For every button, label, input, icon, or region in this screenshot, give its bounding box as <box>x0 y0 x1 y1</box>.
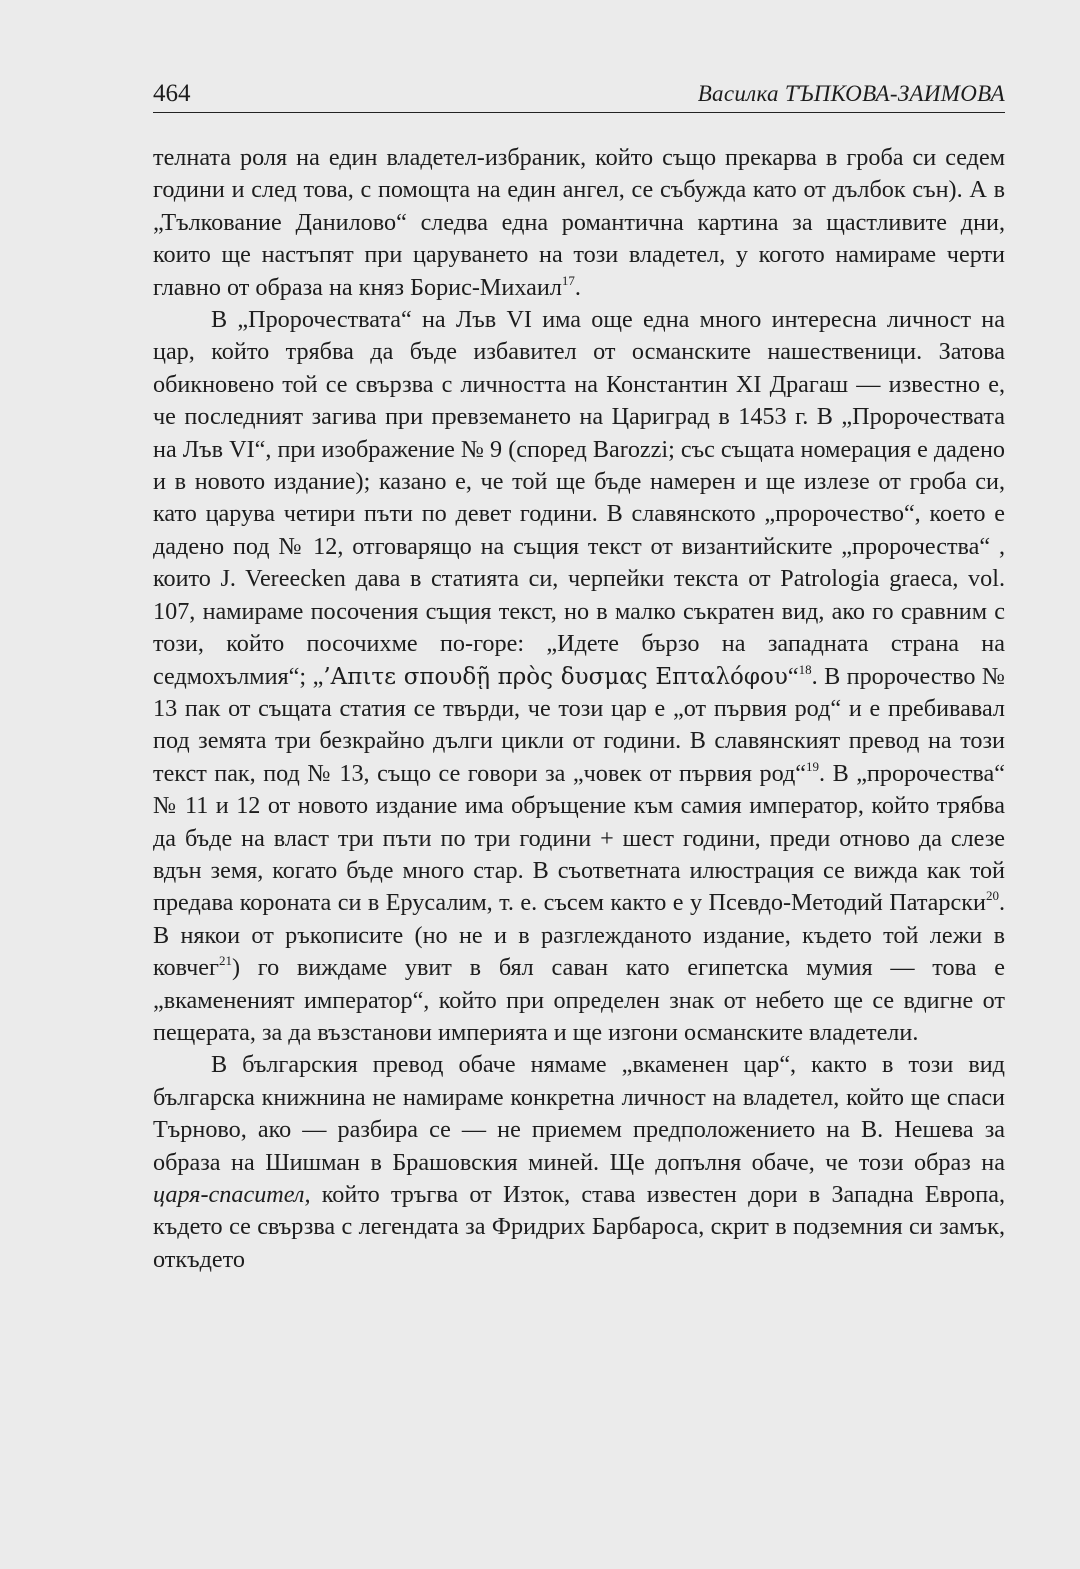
footnote-ref: 18 <box>798 661 812 677</box>
paragraph-2: В „Пророчествата“ на Лъв VI има още една много интересна личност на цар, който трябва да бъде избавител от османските нашественици. Затова обикновено той се свързва с личността на Константин XI Драгаш — известно е, че последният загива при превземането на Цариград в 1453 г. В „Пророчествата на Лъв VI“, при изображение № 9 (според Barozzi; със същата номерация е дадено и в новото издание); казано е, че той ще бъде намерен и ще излезе от гроба си, като царува четири пъти по девет години. В славянското „пророчество“, което е дадено под № 12, отговарящо на същия текст от византийските „пророчества“ , които J. Vereecken дава в статията си, черпейки текста от Patrologia graeca, vol. 107, намираме посочения същия текст, но в малко съкратен вид, ако го сравним с този, който посочихме по-горе: „Идете бързо на западната страна на седмохълмия“; „’Απιτε σπουδῇ πρὸς δυσμας Επταλόφου“$^{18}$. В пророчество № 13 пак от същата статия се твърди, че този цар е „от първия род“ и е пребивавал под земята три безкрайно дълги цикли от години. В славянският превод на този текст пак, под № 13, също се говори за „човек от първия род“$^{19}$. В „пророчества“ № 11 и 12 от новото издание има обръщение към самия император, който трябва да бъде на власт три пъти по три години + шест години, преди отново да слезе вдън земя, когато бъде много стар. В съответната илюстрация се вижда как той предава короната си в Ерусалим, т. е. съсем както е у Псевдо-Методий Патарски$^{20}$. В някои от ръкописите (но не и в разглежданото издание, където той лежи в ковчег$^{21}$) го виждаме увит в бял саван като египетска мумия — това е „вкамененият император“, който при определен знак от небето ще се вдигне от пещерата, за да възстанови империята и ще изгони османските владетели. <box>153 306 1006 1046</box>
footnote-ref: 21 <box>218 953 232 969</box>
italic-term: царя-спасител, <box>153 1181 311 1208</box>
greek-quote: ’Απιτε σπουδῇ πρὸς δυσμας Επταλόφου <box>323 663 788 690</box>
footnote-ref: 19 <box>806 758 820 774</box>
footnote-ref: 20 <box>985 888 999 904</box>
paragraph-1: телната роля на един владетел-избраник, който също прекарва в гроба си седем години и след това, с помощта на един ангел, се събужда като от дълбок сън). А в „Тълкование Данилово“ следва една романтична картина за щастливите дни, които ще настъпят при царуването на този владетел, у когото намираме черти главно от образа на княз Борис-Михаил$^{17}$. <box>153 144 1005 301</box>
page-number: 464 <box>153 80 191 107</box>
paragraph-3: В българския превод обаче нямаме „вкаменен цар“, както в този вид българска книжнина не намираме конкретна личност на владетел, който ще спаси Търново, ако — разбира се — не приемем предположението на В. Нешева за образа на Шишман в Брашовския миней. Ще допълня обаче, че този образ на царя-спасител, който тръгва от Изток, става известен дори в Западна Европа, където се свързва с легендата за Фридрих Барбароса, скрит в подземния си замък, откъдето <box>153 1051 1005 1273</box>
body-text <box>153 142 1005 1276</box>
running-head: Василка ТЪПКОВА-ЗАИМОВА <box>697 81 1005 106</box>
header-rule <box>153 112 1005 113</box>
footnote-ref: 17 <box>561 272 575 288</box>
page-header <box>153 78 1005 110</box>
